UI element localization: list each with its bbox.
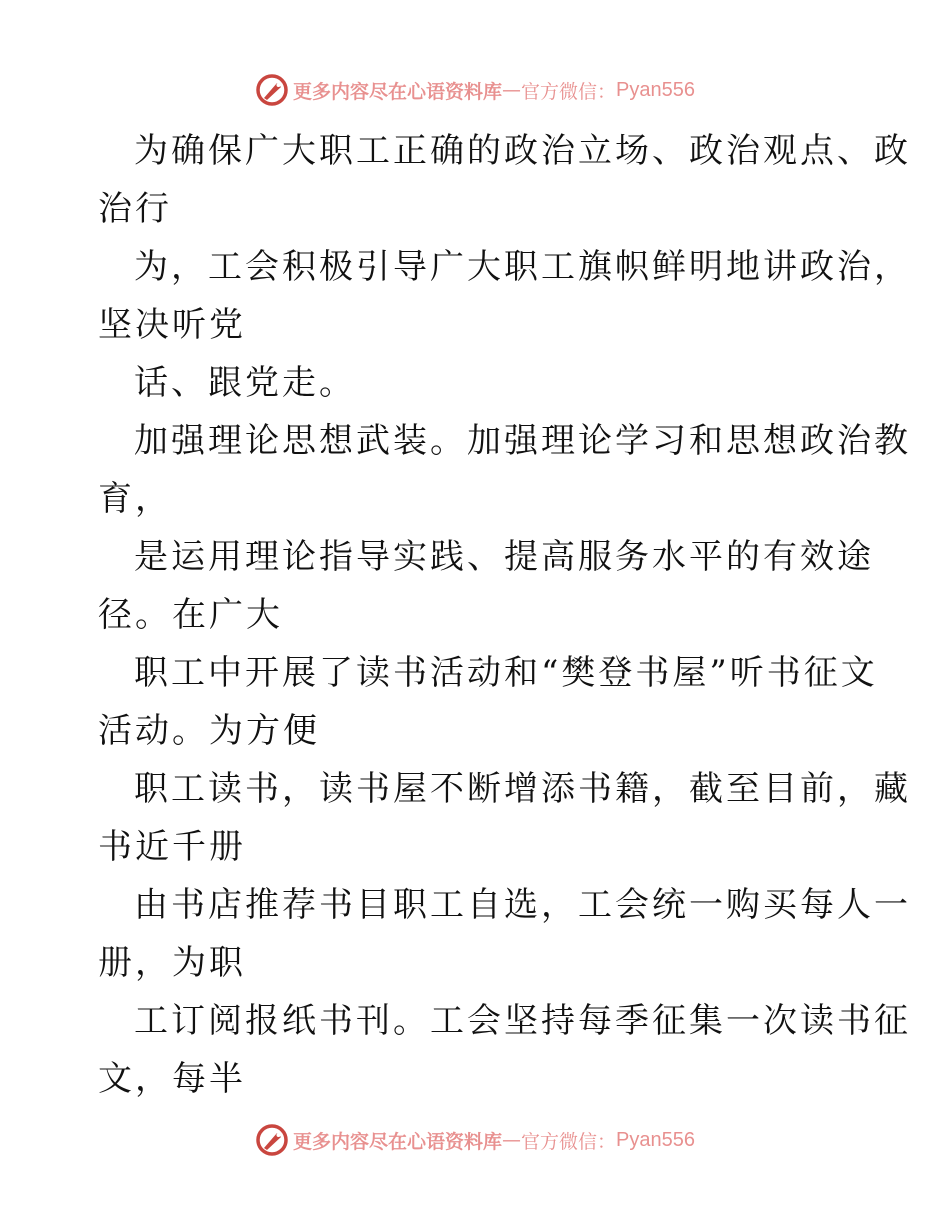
document-body <box>98 122 911 1108</box>
text-line: 职工读书，读书屋不断增添书籍，截至目前，藏 <box>134 769 911 809</box>
text-line: 治行 <box>98 189 172 229</box>
banner-dash: — <box>502 79 522 101</box>
text-line: 书近千册 <box>98 827 246 867</box>
text-line: 职工中开展了读书活动和“樊登书屋”听书征文 <box>134 653 878 693</box>
banner-dash: — <box>502 1129 522 1151</box>
banner-contact-label: 官方微信： <box>521 1130 617 1153</box>
header-watermark-banner <box>0 68 950 112</box>
footer-watermark-banner <box>0 1118 950 1162</box>
text-line: 坚决听党 <box>98 305 246 345</box>
text-line: 话、跟党走。 <box>134 363 356 403</box>
banner-contact-id: Pyan556 <box>616 78 695 101</box>
text-line: 工订阅报纸书刊。工会坚持每季征集一次读书征 <box>134 1001 911 1041</box>
banner-brand-text: 更多内容尽在心语资料库 <box>293 80 503 103</box>
text-line: 径。在广大 <box>98 595 283 635</box>
text-line: 文，每半 <box>98 1059 246 1099</box>
pen-nib-logo-icon <box>255 1123 289 1157</box>
text-line: 册，为职 <box>98 943 246 983</box>
text-line: 是运用理论指导实践、提高服务水平的有效途 <box>134 537 874 577</box>
text-line: 加强理论思想武装。加强理论学习和思想政治教 <box>134 421 911 461</box>
text-line: 为确保广大职工正确的政治立场、政治观点、政 <box>134 131 911 171</box>
banner-contact-id: Pyan556 <box>616 1128 695 1151</box>
banner-contact-label: 官方微信： <box>521 80 617 103</box>
text-line: 由书店推荐书目职工自选，工会统一购买每人一 <box>134 885 911 925</box>
text-line: 育， <box>98 479 172 519</box>
banner-brand-text: 更多内容尽在心语资料库 <box>293 1130 503 1153</box>
pen-nib-logo-icon <box>255 73 289 107</box>
text-line: 活动。为方便 <box>98 711 320 751</box>
text-line: 为，工会积极引导广大职工旗帜鲜明地讲政治， <box>134 247 911 287</box>
